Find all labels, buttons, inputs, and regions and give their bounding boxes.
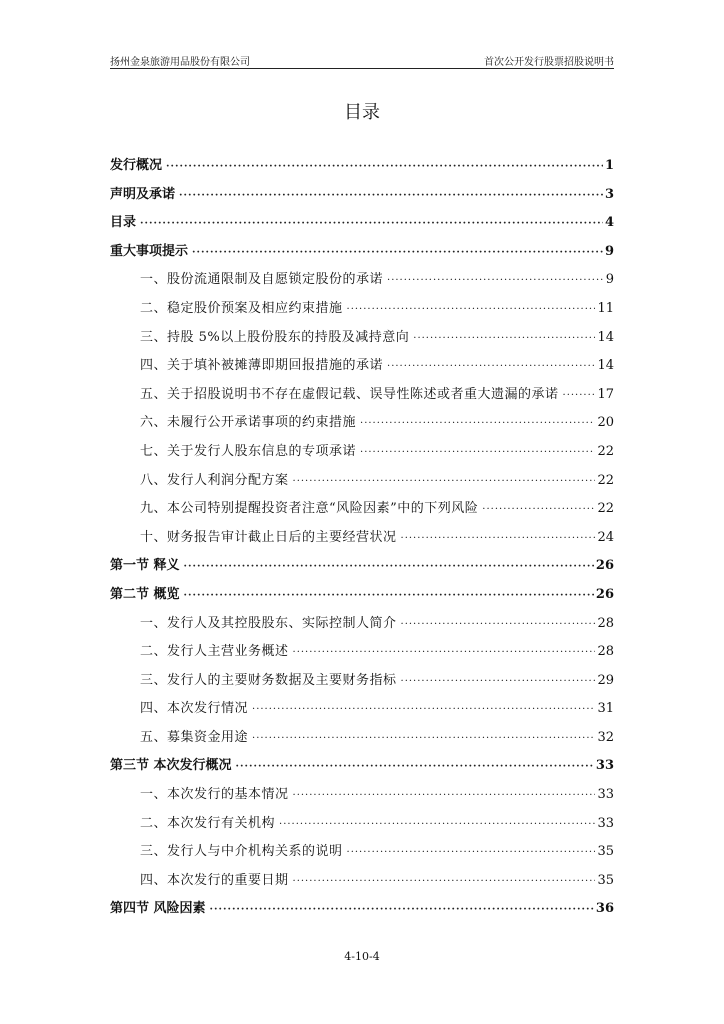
toc-dot-leader xyxy=(293,472,596,492)
toc-entry-page: 11 xyxy=(597,300,614,316)
header-document-title: 首次公开发行股票招股说明书 xyxy=(484,57,614,68)
toc-entry-page: 3 xyxy=(604,186,614,202)
toc-section-entry[interactable] xyxy=(110,842,614,871)
toc-entry-label: 三、持股 5%以上股份股东的持股及减持意向 xyxy=(140,329,410,345)
toc-entry-page: 28 xyxy=(597,644,614,660)
toc-section-entry[interactable] xyxy=(110,356,614,385)
toc-entry-label: 四、关于填补被摊薄即期回报措施的承诺 xyxy=(140,358,384,374)
toc-chapter-entry[interactable] xyxy=(110,185,614,214)
toc-entry-page: 24 xyxy=(597,529,614,545)
table-of-contents xyxy=(110,156,614,928)
page-footer-number: 4-10-4 xyxy=(344,950,380,963)
page-title: 目录 xyxy=(344,102,380,123)
toc-entry-label: 四、本次发行情况 xyxy=(140,701,249,717)
toc-section-entry[interactable] xyxy=(110,614,614,643)
toc-entry-label: 一、股份流通限制及自愿锁定股份的承诺 xyxy=(140,272,384,288)
toc-section-entry[interactable] xyxy=(110,270,614,299)
toc-section-entry[interactable] xyxy=(110,413,614,442)
toc-entry-page: 22 xyxy=(597,443,614,459)
toc-entry-label: 第四节 风险因素 xyxy=(110,901,206,917)
toc-entry-page: 36 xyxy=(595,901,614,917)
toc-section-entry[interactable] xyxy=(110,671,614,700)
toc-dot-leader xyxy=(166,157,603,177)
toc-entry-page: 32 xyxy=(597,729,614,745)
toc-entry-page: 17 xyxy=(597,386,614,402)
toc-entry-page: 33 xyxy=(597,815,614,831)
toc-dot-leader xyxy=(413,329,595,349)
toc-entry-page: 28 xyxy=(597,615,614,631)
toc-entry-page: 9 xyxy=(605,272,614,288)
toc-entry-label: 六、未履行公开承诺事项的约束措施 xyxy=(140,415,357,431)
toc-entry-label: 声明及承诺 xyxy=(110,186,176,202)
toc-section-entry[interactable] xyxy=(110,528,614,557)
toc-entry-page: 9 xyxy=(604,243,614,259)
toc-dot-leader xyxy=(347,300,596,320)
toc-entry-label: 第一节 释义 xyxy=(110,558,180,574)
toc-dot-leader xyxy=(401,529,596,549)
toc-entry-label: 发行概况 xyxy=(110,158,163,173)
toc-section-entry[interactable] xyxy=(110,814,614,843)
toc-entry-page: 22 xyxy=(597,472,614,488)
toc-entry-page: 29 xyxy=(597,672,614,688)
toc-chapter-entry[interactable] xyxy=(110,242,614,271)
toc-dot-leader xyxy=(279,815,595,835)
toc-dot-leader xyxy=(179,186,603,206)
toc-entry-label: 一、发行人及其控股股东、实际控制人简介 xyxy=(140,615,397,631)
toc-chapter-entry[interactable] xyxy=(110,585,614,614)
toc-dot-leader xyxy=(252,700,595,720)
toc-section-entry[interactable] xyxy=(110,299,614,328)
toc-entry-label: 二、本次发行有关机构 xyxy=(140,815,276,831)
toc-section-entry[interactable] xyxy=(110,499,614,528)
header-company-name: 扬州金泉旅游用品股份有限公司 xyxy=(110,57,250,68)
toc-section-entry[interactable] xyxy=(110,442,614,471)
toc-entry-label: 九、本公司特别提醒投资者注意“风险因素”中的下列风险 xyxy=(140,501,479,517)
toc-section-entry[interactable] xyxy=(110,385,614,414)
toc-section-entry[interactable] xyxy=(110,871,614,900)
toc-entry-page: 20 xyxy=(597,415,614,431)
toc-section-entry[interactable] xyxy=(110,785,614,814)
toc-entry-label: 第三节 本次发行概况 xyxy=(110,758,232,774)
toc-entry-page: 14 xyxy=(597,358,614,374)
running-header xyxy=(110,52,614,69)
toc-dot-leader xyxy=(184,586,594,606)
toc-chapter-entry[interactable] xyxy=(110,756,614,785)
toc-section-entry[interactable] xyxy=(110,728,614,757)
toc-dot-leader xyxy=(387,357,595,377)
toc-entry-label: 五、募集资金用途 xyxy=(140,729,249,745)
toc-dot-leader xyxy=(401,672,596,692)
toc-dot-leader xyxy=(293,786,596,806)
toc-dot-leader xyxy=(210,900,594,920)
toc-dot-leader xyxy=(236,757,594,777)
toc-entry-label: 第二节 概览 xyxy=(110,586,180,602)
toc-entry-label: 目录 xyxy=(110,215,137,231)
toc-entry-label: 三、发行人的主要财务数据及主要财务指标 xyxy=(140,672,397,688)
toc-section-entry[interactable] xyxy=(110,642,614,671)
toc-entry-label: 八、发行人利润分配方案 xyxy=(140,472,289,488)
toc-dot-leader xyxy=(482,500,595,520)
toc-entry-page: 14 xyxy=(597,329,614,345)
toc-entry-label: 七、关于发行人股东信息的专项承诺 xyxy=(140,443,357,459)
toc-dot-leader xyxy=(360,443,595,463)
toc-entry-label: 二、稳定股价预案及相应约束措施 xyxy=(140,300,343,316)
toc-entry-page: 22 xyxy=(597,501,614,517)
toc-chapter-entry[interactable] xyxy=(110,556,614,585)
toc-dot-leader xyxy=(252,729,595,749)
toc-entry-label: 四、本次发行的重要日期 xyxy=(140,872,289,888)
toc-entry-label: 五、关于招股说明书不存在虚假记载、误导性陈述或者重大遗漏的承诺 xyxy=(140,386,559,402)
toc-entry-page: 35 xyxy=(597,844,614,860)
toc-section-entry[interactable] xyxy=(110,471,614,500)
toc-entry-page: 33 xyxy=(597,787,614,803)
toc-entry-label: 重大事项提示 xyxy=(110,243,189,259)
toc-dot-leader xyxy=(360,414,595,434)
toc-entry-page: 4 xyxy=(604,215,614,231)
toc-dot-leader xyxy=(140,214,603,234)
toc-entry-label: 十、财务报告审计截止日后的主要经营状况 xyxy=(140,529,397,545)
toc-dot-leader xyxy=(192,243,603,263)
toc-dot-leader xyxy=(563,386,596,406)
toc-chapter-entry[interactable] xyxy=(110,156,614,185)
toc-section-entry[interactable] xyxy=(110,699,614,728)
toc-entry-page: 35 xyxy=(597,872,614,888)
toc-entry-page: 26 xyxy=(595,586,614,602)
toc-entry-page: 31 xyxy=(597,701,614,717)
toc-chapter-entry[interactable] xyxy=(110,213,614,242)
toc-entry-label: 三、发行人与中介机构关系的说明 xyxy=(140,844,343,860)
toc-dot-leader xyxy=(387,271,604,291)
toc-dot-leader xyxy=(184,557,594,577)
toc-dot-leader xyxy=(401,615,596,635)
toc-entry-page: 1 xyxy=(604,158,614,173)
toc-section-entry[interactable] xyxy=(110,328,614,357)
toc-entry-page: 26 xyxy=(595,558,614,574)
toc-dot-leader xyxy=(347,843,596,863)
toc-dot-leader xyxy=(293,643,596,663)
toc-entry-label: 二、发行人主营业务概述 xyxy=(140,644,289,660)
toc-entry-label: 一、本次发行的基本情况 xyxy=(140,787,289,803)
toc-entry-page: 33 xyxy=(595,758,614,774)
toc-chapter-entry[interactable] xyxy=(110,899,614,928)
toc-dot-leader xyxy=(293,872,596,892)
